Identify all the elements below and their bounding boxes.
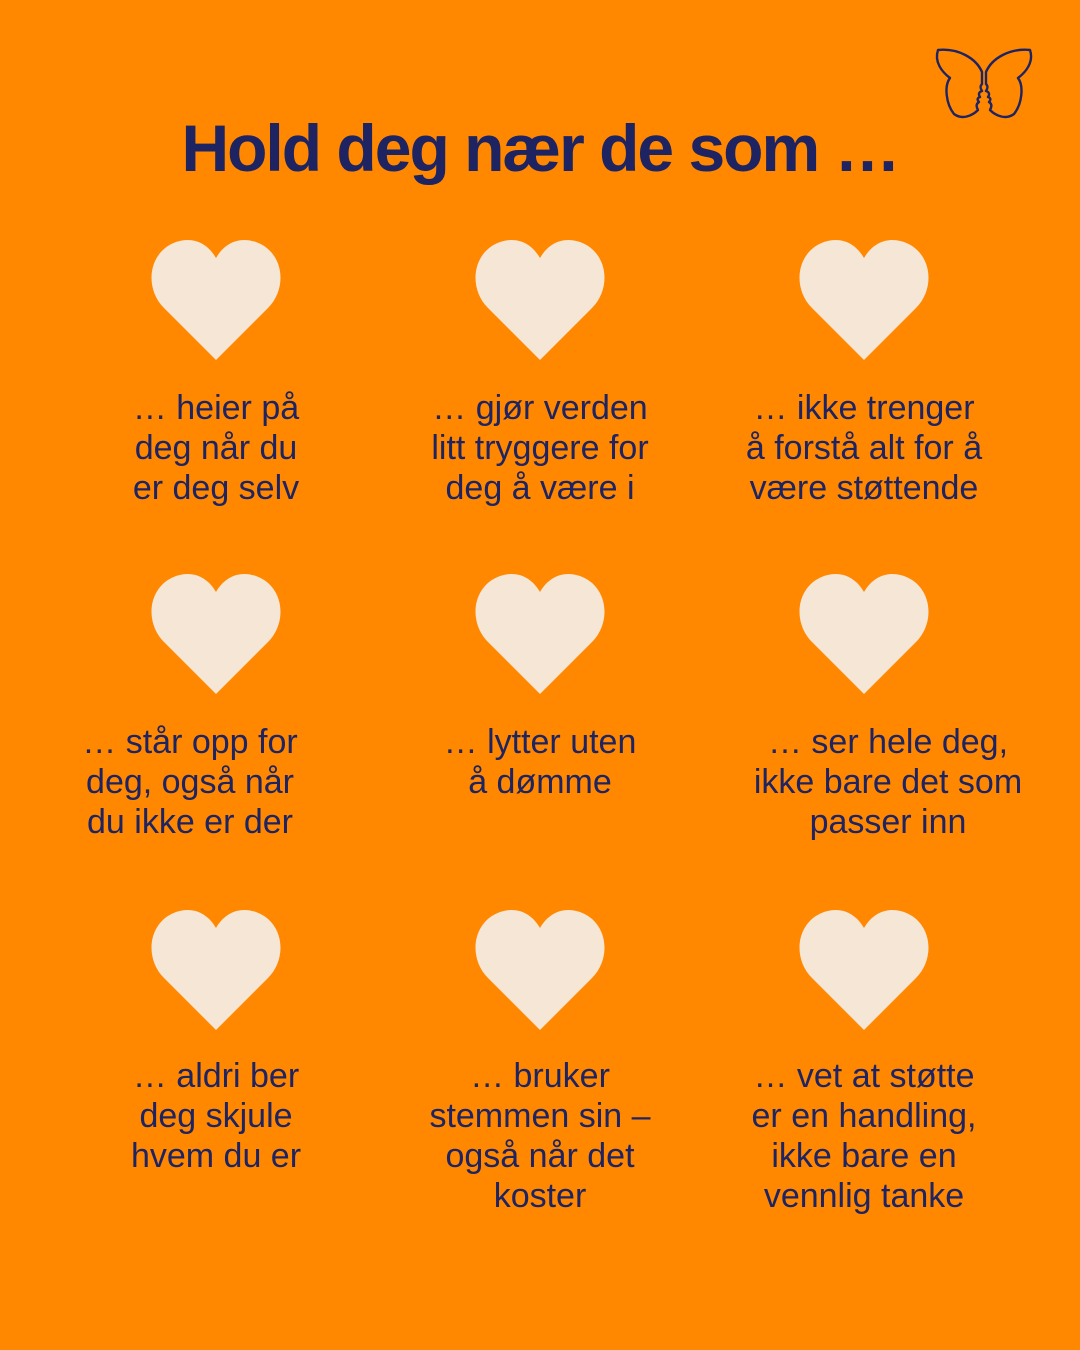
heart-icon [474, 908, 606, 1030]
heart-icon [474, 572, 606, 694]
card-caption: … gjør verden litt tryggere for deg å være i [431, 389, 649, 507]
card-caption: … aldri ber deg skjule hvem du er [130, 1057, 302, 1175]
card-caption: … lytter uten å dømme [443, 723, 637, 801]
card-4 [56, 572, 376, 892]
card-3 [704, 238, 1024, 558]
card-1 [56, 238, 376, 558]
page-title: Hold deg nær de som … [181, 111, 899, 185]
card-6 [704, 572, 1024, 892]
card-2 [380, 238, 700, 558]
card-5 [380, 572, 700, 892]
card-caption: … heier på deg når du er deg selv [132, 389, 300, 507]
heart-icon [474, 238, 606, 360]
card-caption: … ikke trenger å forstå alt for å være støttende [745, 389, 983, 507]
card-9 [704, 908, 1024, 1228]
heart-icon [798, 238, 930, 360]
heart-icon [798, 908, 930, 1030]
card-caption: … står opp for deg, også når du ikke er der [82, 723, 298, 841]
card-8 [380, 908, 700, 1228]
heart-icon [150, 572, 282, 694]
card-caption: … bruker stemmen sin – også når det koster [429, 1057, 651, 1215]
card-caption: … vet at støtte er en handling, ikke bare en vennlig tanke [751, 1057, 977, 1215]
card-7 [56, 908, 376, 1228]
heart-icon [150, 238, 282, 360]
heart-icon [798, 572, 930, 694]
heart-icon [150, 908, 282, 1030]
card-caption: … ser hele deg, ikke bare det som passer inn [753, 723, 1023, 841]
